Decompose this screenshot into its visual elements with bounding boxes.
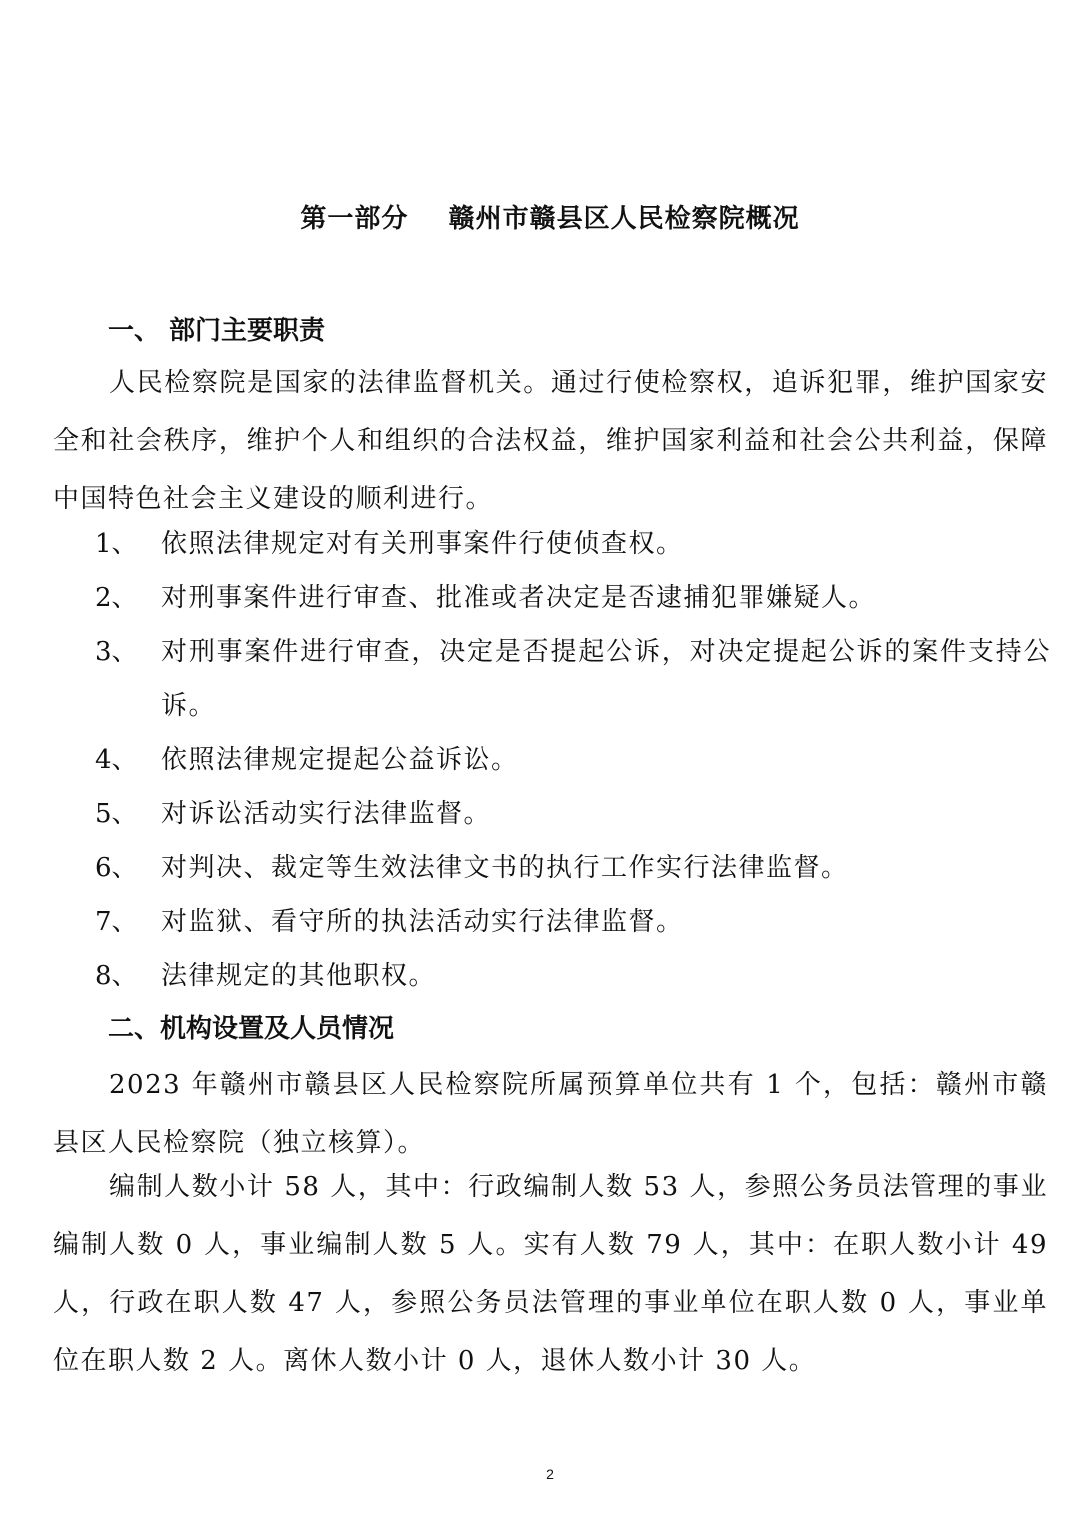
list-item-text: 对刑事案件进行审查、批准或者决定是否逮捕犯罪嫌疑人。 — [161, 583, 877, 613]
list-item-number: 1、 — [95, 529, 138, 559]
list-item-text: 对刑事案件进行审查，决定是否提起公诉，对决定提起公诉的案件支持公诉。 — [161, 637, 1051, 721]
list-item-number: 4、 — [95, 745, 138, 775]
list-item-number: 6、 — [95, 853, 138, 883]
list-item-text: 对监狱、看守所的执法活动实行法律监督。 — [161, 907, 684, 937]
budget-units-paragraph: 2023 年赣州市赣县区人民检察院所属预算单位共有 1 个，包括：赣州市赣县区人民检察院（独立核算）。 — [53, 1070, 1048, 1158]
list-item-number: 2、 — [95, 583, 138, 613]
list-item-number: 8、 — [95, 961, 138, 991]
list-item-text: 法律规定的其他职权。 — [161, 961, 437, 991]
list-item-text: 依照法律规定提起公益诉讼。 — [161, 745, 519, 775]
duties-intro-paragraph: 人民检察院是国家的法律监督机关。通过行使检察权，追诉犯罪，维护国家安全和社会秩序，维护个人和组织的合法权益，维护国家利益和社会公共利益，保障中国特色社会主义建设的顺利进行。 — [53, 368, 1048, 514]
staffing-paragraph: 编制人数小计 58 人，其中：行政编制人数 53 人，参照公务员法管理的事业编制人数 0 人，事业编制人数 5 人。实有人数 79 人，其中：在职人数小计 49 人，行政在职人数 47 人，参照公务员法管理的事业单位在职人数 0 人，事业单位在职人数 2 人。离休人数小计 0 人，退休人数小计 30 人。 — [53, 1172, 1048, 1376]
part-title: 第一部分 赣州市赣县区人民检察院概况 — [300, 204, 800, 234]
list-item-number: 7、 — [95, 907, 138, 937]
list-item-text: 对判决、裁定等生效法律文书的执行工作实行法律监督。 — [161, 853, 849, 883]
list-item-number: 5、 — [95, 799, 138, 829]
list-item-number: 3、 — [95, 637, 138, 667]
section-heading-organization: 二、机构设置及人员情况 — [108, 1014, 395, 1044]
page-number: 2 — [546, 1466, 554, 1482]
list-item-text: 对诉讼活动实行法律监督。 — [161, 799, 492, 829]
section-heading-duties: 一、 部门主要职责 — [108, 316, 326, 346]
list-item-text: 依照法律规定对有关刑事案件行使侦查权。 — [161, 529, 684, 559]
